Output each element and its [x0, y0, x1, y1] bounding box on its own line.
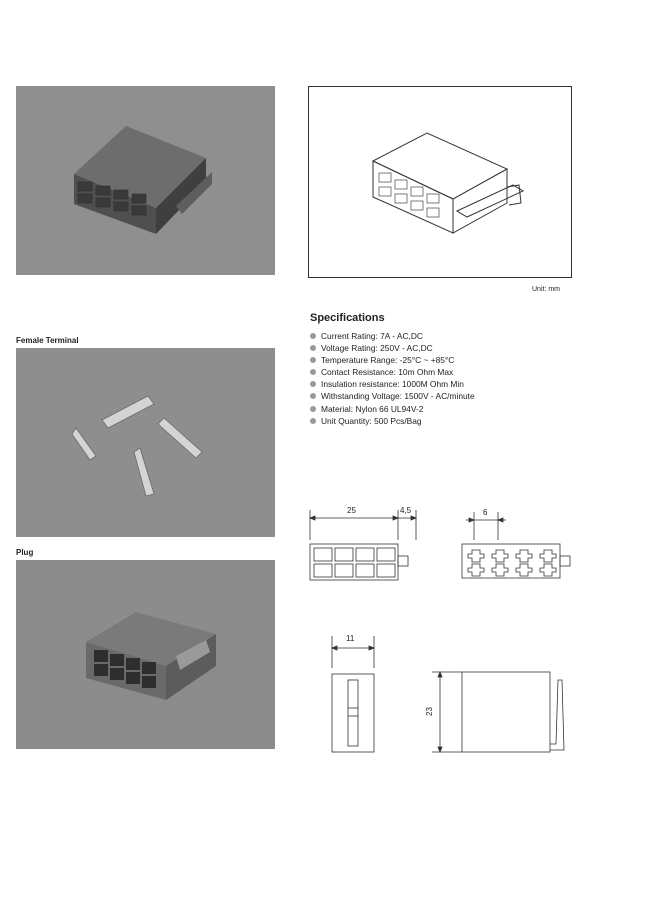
rear-view-drawing — [456, 500, 576, 590]
dimension-height: 23 — [425, 707, 434, 716]
plug-label: Plug — [16, 548, 34, 557]
spec-item: Temperature Range: -25°C ~ +85°C — [310, 354, 475, 366]
unit-label: Unit: mm — [532, 286, 560, 293]
spec-item: Insulation resistance: 1000M Ohm Min — [310, 378, 475, 390]
side-view-drawing — [324, 628, 384, 758]
front-view-drawing — [304, 500, 434, 590]
specifications-list — [310, 330, 475, 427]
dimension-depth: 11 — [346, 634, 355, 643]
profile-view-drawing — [418, 660, 578, 760]
dimension-pitch: 6 — [483, 508, 488, 517]
spec-item: Contact Resistance: 10m Ohm Max — [310, 366, 475, 378]
spec-item: Material: Nylon 66 UL94V-2 — [310, 403, 475, 415]
female-terminal-label: Female Terminal — [16, 336, 79, 345]
dimension-width: 25 — [347, 506, 356, 515]
female-terminal-photo — [16, 348, 275, 537]
specifications-title: Specifications — [310, 312, 385, 324]
housing-photo — [16, 86, 275, 275]
spec-item: Withstanding Voltage: 1500V - AC/minute — [310, 390, 475, 402]
housing-drawing — [308, 86, 572, 278]
spec-item: Current Rating: 7A - AC,DC — [310, 330, 475, 342]
spec-item: Voltage Rating: 250V - AC,DC — [310, 342, 475, 354]
dimension-latch: 4,5 — [400, 506, 412, 515]
plug-photo — [16, 560, 275, 749]
spec-item: Unit Quantity: 500 Pcs/Bag — [310, 415, 475, 427]
